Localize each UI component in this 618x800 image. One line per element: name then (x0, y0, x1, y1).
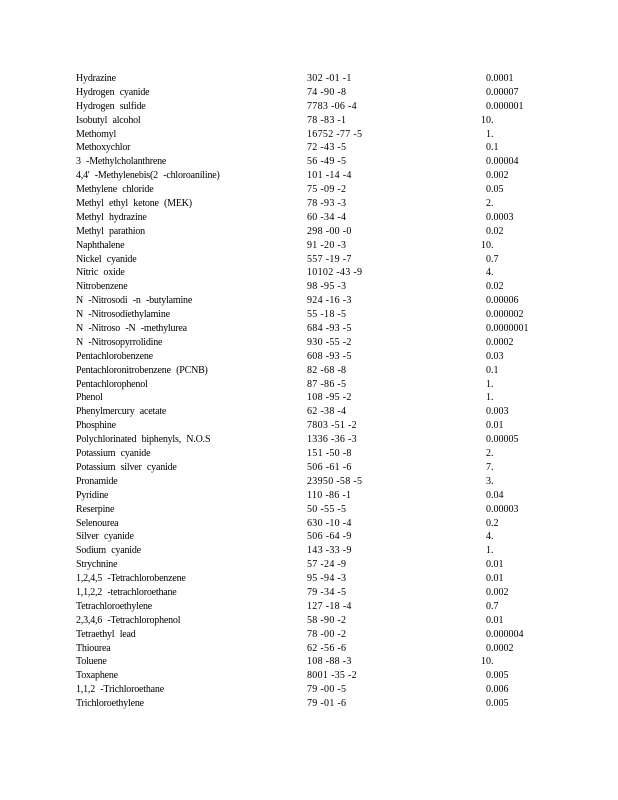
limit-value: 0.002 (486, 586, 509, 598)
limit-value: 1. (486, 392, 494, 404)
cas-number: 98 -95 -3 (307, 281, 347, 293)
cas-number: 58 -90 -2 (307, 614, 347, 626)
chemical-name: Pentachloronitrobenzene (PCNB) (76, 364, 208, 376)
cas-number: 108 -95 -2 (307, 392, 352, 404)
limit-value: 0.000004 (486, 628, 524, 640)
cas-number: 557 -19 -7 (307, 253, 352, 265)
limit-value: 0.003 (486, 406, 509, 418)
limit-value: 3. (486, 475, 494, 487)
table-row (0, 544, 618, 558)
cas-number: 79 -00 -5 (307, 684, 347, 696)
chemical-name: Polychlorinated biphenyls, N.O.S (76, 434, 211, 446)
cas-number: 108 -88 -3 (307, 656, 352, 668)
chemical-name: Hydrogen cyanide (76, 86, 150, 98)
limit-value: 10. (481, 239, 494, 251)
limit-value: 0.01 (486, 420, 504, 432)
cas-number: 23950 -58 -5 (307, 475, 363, 487)
table-row (0, 503, 618, 517)
cas-number: 608 -93 -5 (307, 350, 352, 362)
cas-number: 55 -18 -5 (307, 309, 347, 321)
table-row (0, 197, 618, 211)
limit-value: 0.0000001 (486, 323, 529, 335)
chemical-name: Pyridine (76, 489, 109, 501)
chemical-name: Phenylmercury acetate (76, 406, 167, 418)
table-row (0, 266, 618, 280)
cas-number: 684 -93 -5 (307, 323, 352, 335)
chemical-name: Tetraethyl lead (76, 628, 136, 640)
chemical-name: Strychnine (76, 559, 118, 571)
cas-number: 506 -61 -6 (307, 461, 352, 473)
table-row (0, 322, 618, 336)
limit-value: 0.02 (486, 225, 504, 237)
limit-value: 10. (481, 656, 494, 668)
chemical-name: Tetrachloroethylene (76, 600, 153, 612)
limit-value: 10. (481, 114, 494, 126)
chemical-name: Phenol (76, 392, 103, 404)
table-row (0, 169, 618, 183)
cas-number: 62 -38 -4 (307, 406, 347, 418)
limit-value: 7. (486, 461, 494, 473)
cas-number: 79 -01 -6 (307, 698, 347, 710)
cas-number: 506 -64 -9 (307, 531, 352, 543)
chemical-name: Hydrogen sulfide (76, 100, 146, 112)
chemical-name: Sodium cyanide (76, 545, 141, 557)
chemical-name: Methoxychlor (76, 142, 131, 154)
limit-value: 0.0001 (486, 73, 514, 84)
cas-number: 127 -18 -4 (307, 600, 352, 612)
chemical-name: N -Nitrosodi -n -butylamine (76, 295, 193, 307)
table-row (0, 253, 618, 267)
table-row (0, 517, 618, 531)
limit-value: 0.2 (486, 517, 499, 529)
limit-value: 0.01 (486, 559, 504, 571)
table-row (0, 600, 618, 614)
chemical-name: 1,2,4,5 -Tetrachlorobenzene (76, 573, 186, 585)
limit-value: 0.002 (486, 170, 509, 182)
chemical-name: Pentachlorophenol (76, 378, 148, 390)
cas-number: 56 -49 -5 (307, 156, 347, 168)
chemical-name: 3 -Methylcholanthrene (76, 156, 167, 168)
limit-value: 0.03 (486, 350, 504, 362)
cas-number: 75 -09 -2 (307, 184, 347, 196)
chemical-name: Toluene (76, 656, 107, 668)
table-row (0, 239, 618, 253)
limit-value: 0.005 (486, 670, 509, 682)
chemical-name: Phosphine (76, 420, 116, 432)
cas-number: 60 -34 -4 (307, 211, 347, 223)
limit-value: 1. (486, 128, 494, 140)
limit-value: 0.006 (486, 684, 509, 696)
cas-number: 72 -43 -5 (307, 142, 347, 154)
table-row (0, 628, 618, 642)
limit-value: 4. (486, 531, 494, 543)
table-row (0, 72, 618, 86)
limit-value: 0.0003 (486, 211, 514, 223)
table-row (0, 100, 618, 114)
limit-value: 0.000002 (486, 309, 524, 321)
cas-number: 630 -10 -4 (307, 517, 352, 529)
chemical-name: Methyl hydrazine (76, 211, 147, 223)
cas-number: 57 -24 -9 (307, 559, 347, 571)
limit-value: 0.00007 (486, 86, 519, 98)
table-row (0, 572, 618, 586)
table-row (0, 447, 618, 461)
cas-number: 110 -86 -1 (307, 489, 352, 501)
cas-number: 50 -55 -5 (307, 503, 347, 515)
table-row (0, 86, 618, 100)
table-row (0, 183, 618, 197)
chemical-name: Thiourea (76, 642, 111, 654)
limit-value: 0.1 (486, 364, 499, 376)
cas-number: 79 -34 -5 (307, 586, 347, 598)
table-row (0, 683, 618, 697)
chemical-name: Potassium silver cyanide (76, 461, 177, 473)
chemical-name: Isobutyl alcohol (76, 114, 141, 126)
chemical-name: Nickel cyanide (76, 253, 137, 265)
cas-number: 91 -20 -3 (307, 239, 347, 251)
chemical-name: Pronamide (76, 475, 118, 487)
cas-number: 101 -14 -4 (307, 170, 352, 182)
limit-value: 0.005 (486, 698, 509, 710)
chemical-name: 1,1,2 -Trichloroethane (76, 684, 164, 696)
table-row (0, 586, 618, 600)
chemical-table (0, 72, 618, 711)
limit-value: 1. (486, 378, 494, 390)
limit-value: 0.7 (486, 253, 499, 265)
chemical-name: Silver cyanide (76, 531, 134, 543)
chemical-name: Potassium cyanide (76, 448, 151, 460)
table-row (0, 225, 618, 239)
limit-value: 0.000001 (486, 100, 524, 112)
table-row (0, 350, 618, 364)
table-row (0, 530, 618, 544)
limit-value: 1. (486, 545, 494, 557)
cas-number: 87 -86 -5 (307, 378, 347, 390)
table-row (0, 697, 618, 711)
limit-value: 0.00004 (486, 156, 519, 168)
cas-number: 302 -01 -1 (307, 73, 352, 84)
chemical-name: Toxaphene (76, 670, 118, 682)
cas-number: 78 -83 -1 (307, 114, 347, 126)
chemical-name: Methylene chloride (76, 184, 154, 196)
chemical-name: Hydrazine (76, 73, 116, 84)
chemical-name: 1,1,2,2 -tetrachloroethane (76, 586, 177, 598)
chemical-name: Selenourea (76, 517, 119, 529)
table-row (0, 419, 618, 433)
limit-value: 0.1 (486, 142, 499, 154)
cas-number: 143 -33 -9 (307, 545, 352, 557)
table-row (0, 378, 618, 392)
chemical-name: Nitrobenzene (76, 281, 128, 293)
limit-value: 0.00005 (486, 434, 519, 446)
chemical-name: Trichloroethylene (76, 698, 144, 710)
cas-number: 298 -00 -0 (307, 225, 352, 237)
limit-value: 0.00006 (486, 295, 519, 307)
limit-value: 0.01 (486, 573, 504, 585)
chemical-name: N -Nitrosodiethylamine (76, 309, 170, 321)
limit-value: 0.05 (486, 184, 504, 196)
cas-number: 151 -50 -8 (307, 448, 352, 460)
table-row (0, 489, 618, 503)
cas-number: 82 -68 -8 (307, 364, 347, 376)
table-row (0, 294, 618, 308)
limit-value: 0.7 (486, 600, 499, 612)
chemical-name: Nitric oxide (76, 267, 125, 279)
limit-value: 0.00003 (486, 503, 519, 515)
table-row (0, 364, 618, 378)
limit-value: 2. (486, 198, 494, 210)
table-row (0, 558, 618, 572)
table-row (0, 155, 618, 169)
table-row (0, 405, 618, 419)
table-row (0, 669, 618, 683)
table-row (0, 642, 618, 656)
table-row (0, 475, 618, 489)
limit-value: 0.04 (486, 489, 504, 501)
limit-value: 0.01 (486, 614, 504, 626)
table-row (0, 280, 618, 294)
limit-value: 0.0002 (486, 336, 514, 348)
cas-number: 924 -16 -3 (307, 295, 352, 307)
table-row (0, 141, 618, 155)
table-row (0, 391, 618, 405)
cas-number: 16752 -77 -5 (307, 128, 363, 140)
cas-number: 95 -94 -3 (307, 573, 347, 585)
chemical-name: 4,4' -Methylenebis(2 -chloroaniline) (76, 170, 220, 182)
chemical-name: Pentachlorobenzene (76, 350, 153, 362)
table-row (0, 308, 618, 322)
cas-number: 74 -90 -8 (307, 86, 347, 98)
cas-number: 930 -55 -2 (307, 336, 352, 348)
limit-value: 2. (486, 448, 494, 460)
chemical-name: Methomyl (76, 128, 117, 140)
table-row (0, 614, 618, 628)
cas-number: 62 -56 -6 (307, 642, 347, 654)
cas-number: 1336 -36 -3 (307, 434, 357, 446)
chemical-name: Reserpine (76, 503, 115, 515)
chemical-name: Methyl ethyl ketone (MEK) (76, 198, 192, 210)
cas-number: 78 -93 -3 (307, 198, 347, 210)
limit-value: 4. (486, 267, 494, 279)
chemical-name: N -Nitrosopyrrolidine (76, 336, 163, 348)
table-row (0, 128, 618, 142)
cas-number: 7783 -06 -4 (307, 100, 357, 112)
table-row (0, 211, 618, 225)
cas-number: 8001 -35 -2 (307, 670, 357, 682)
table-row (0, 655, 618, 669)
cas-number: 7803 -51 -2 (307, 420, 357, 432)
table-row (0, 336, 618, 350)
chemical-name: N -Nitroso -N -methylurea (76, 323, 187, 335)
chemical-name: Methyl parathion (76, 225, 145, 237)
table-row (0, 114, 618, 128)
chemical-name: Naphthalene (76, 239, 125, 251)
limit-value: 0.02 (486, 281, 504, 293)
table-row (0, 433, 618, 447)
cas-number: 78 -00 -2 (307, 628, 347, 640)
chemical-name: 2,3,4,6 -Tetrachlorophenol (76, 614, 181, 626)
cas-number: 10102 -43 -9 (307, 267, 363, 279)
table-row (0, 461, 618, 475)
limit-value: 0.0002 (486, 642, 514, 654)
